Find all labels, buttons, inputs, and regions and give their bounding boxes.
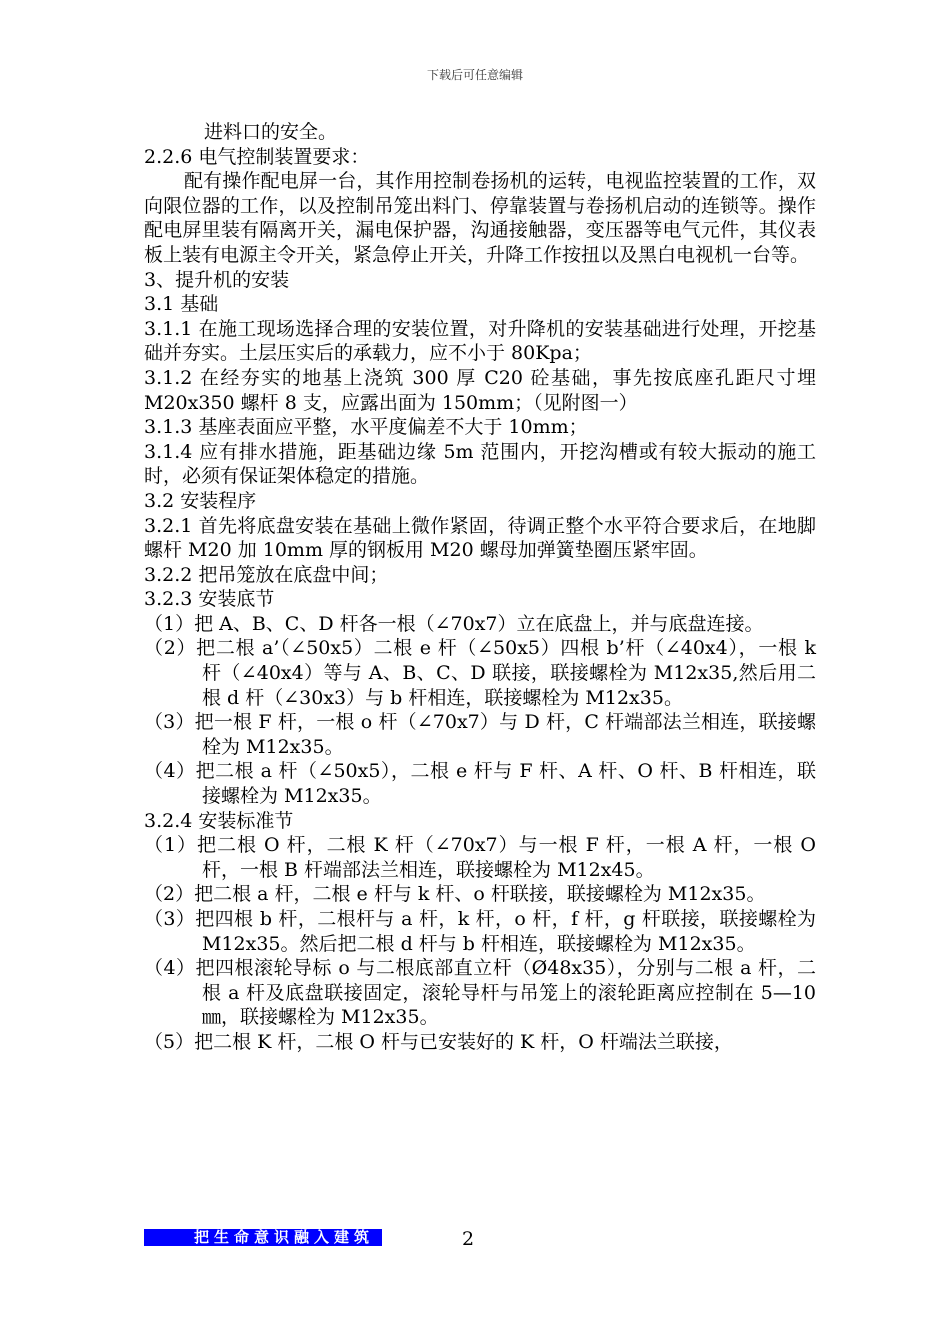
section-heading: 3.1 基础 <box>144 293 219 316</box>
paragraph: 3.1.2 在经夯实的地基上浇筑 300 厚 C20 砼基础，事先按底座孔距尺寸埋 M20x350 螺杆 8 支，应露出面为 150mm；（见附图一） <box>144 366 816 414</box>
paragraph: 配有操作配电屏一台，其作用控制卷扬机的运转，电视监控装置的工作，双向限位器的工作，以及控制吊笼出料门、停靠装置与卷扬机启动的连锁等。操作配电屏里装有隔离开关，漏电保护器，沟通接触器，变压器等电气元件，其仪表板上装有电源主令开关，紧急停止开关，升降工作按扭以及黑白电视机一台等。 <box>144 170 816 266</box>
paragraph: 3.1.1 在施工现场选择合理的安装位置，对升降机的安装基础进行处理，开挖基础并夯实。土层压实后的承载力，应不小于 80Kpa； <box>144 317 816 365</box>
list-item: （1）把二根 O 杆，二根 K 杆（∠70x7）与一根 F 杆，一根 A 杆，一根 O 杆，一根 B 杆端部法兰相连，联接螺栓为 M12x45。 <box>144 834 816 881</box>
list-item: （4）把四根滚轮导标 o 与二根底部直立杆（Ø48x35），分别与二根 a 杆，二根 a 杆及底盘联接固定，滚轮导杆与吊笼上的滚轮距离应控制在 5—10㎜，联接螺栓为 M12x35。 <box>144 957 816 1029</box>
section-heading: 3、提升机的安装 <box>144 268 290 291</box>
section-heading: 3.2.4 安装标准节 <box>144 809 294 832</box>
document-body <box>144 120 816 1055</box>
paragraph: 进料口的安全。 <box>204 121 338 143</box>
paragraph: 3.1.3 基座表面应平整，水平度偏差不大于 10mm； <box>144 416 588 439</box>
paragraph: 3.2.2 把吊笼放在底盘中间； <box>144 563 389 586</box>
paragraph: 3.1.4 应有排水措施，距基础边缘 5m 范围内，开挖沟槽或有较大振动的施工时，必须有保证架体稳定的措施。 <box>144 440 816 488</box>
header-note: 下载后可任意编辑 <box>426 68 523 82</box>
section-heading: 3.2 安装程序 <box>144 489 257 512</box>
list-item: （2）把二根 a’（∠50x5）二根 e 杆（∠50x5）四根 b’杆（∠40x4），一根 k 杆（∠40x4）等与 A、B、C、D 联接，联接螺栓为 M12x35,然后用二根 d 杆（∠30x3）与 b 杆相连，联接螺栓为 M12x35。 <box>144 637 816 709</box>
footer-slogan-bar <box>144 1229 382 1246</box>
list-item: （5）把二根 K 杆，二根 O 杆与已安装好的 K 杆，O 杆端法兰联接， <box>144 1030 733 1053</box>
section-heading: 2.2.6 电气控制装置要求： <box>144 145 370 168</box>
list-item: （3）把四根 b 杆，二根杆与 a 杆，k 杆，o 杆，f 杆，g 杆联接，联接螺栓为 M12x35。然后把二根 d 杆与 b 杆相连，联接螺栓为 M12x35。 <box>144 908 816 955</box>
paragraph: 3.2.1 首先将底盘安装在基础上微作紧固，待调正整个水平符合要求后，在地脚螺杆 M20 加 10mm 厚的钢板用 M20 螺母加弹簧垫圈压紧牢固。 <box>144 514 816 562</box>
footer-slogan: 把生命意识融入建筑 <box>194 1228 375 1246</box>
list-item: （2）把二根 a 杆，二根 e 杆与 k 杆、o 杆联接，联接螺栓为 M12x35。 <box>144 883 766 906</box>
section-heading: 3.2.3 安装底节 <box>144 588 275 611</box>
list-item: （1）把 A、B、C、D 杆各一根（∠70x7）立在底盘上，并与底盘连接。 <box>144 612 764 635</box>
page-number: 2 <box>462 1228 475 1250</box>
list-item: （4）把二根 a 杆（∠50x5），二根 e 杆与 F 杆、A 杆、O 杆、B 杆相连，联接螺栓为 M12x35。 <box>144 760 816 808</box>
list-item: （3）把一根 F 杆，一根 o 杆（∠70x7）与 D 杆，C 杆端部法兰相连，联接螺栓为 M12x35。 <box>144 711 816 758</box>
